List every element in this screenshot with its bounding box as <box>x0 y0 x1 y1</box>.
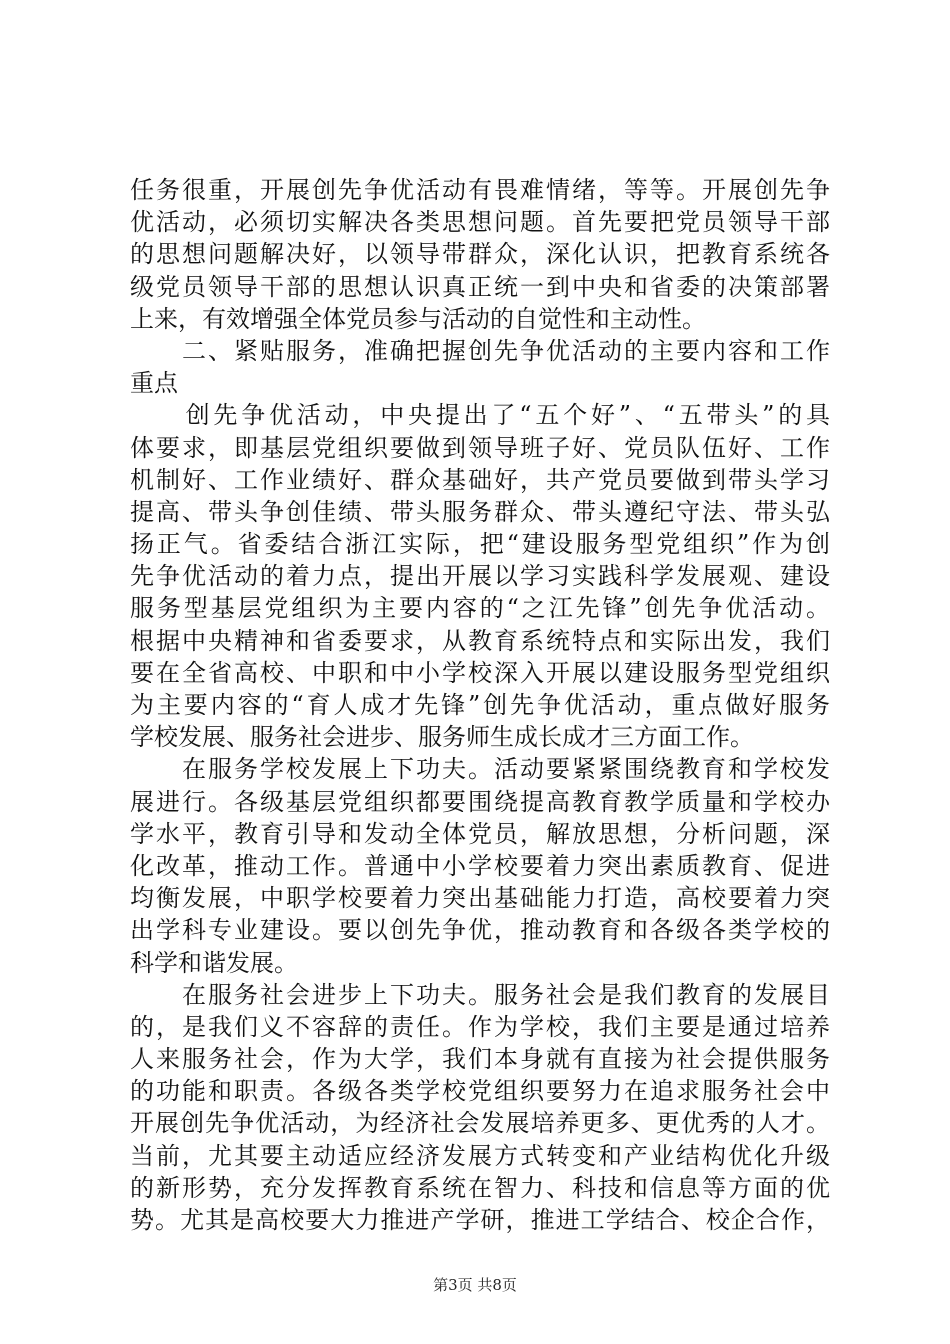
text-line: 当前，尤其要主动适应经济发展方式转变和产业结构优化升级 <box>130 1141 830 1170</box>
text-line: 扬正气。省委结合浙江实际，把“建设服务型党组织”作为创 <box>130 530 830 559</box>
text-line: 的，是我们义不容辞的责任。作为学校，我们主要是通过培养 <box>130 1012 830 1041</box>
text-line: 创先争优活动，中央提出了“五个好”、“五带头”的具 <box>130 401 830 430</box>
text-line: 的功能和职责。各级各类学校党组织要努力在追求服务社会中 <box>130 1077 830 1106</box>
text-line: 提高、带头争创佳绩、带头服务群众、带头遵纪守法、带头弘 <box>130 497 830 526</box>
page-number-label: 第3页 共8页 <box>433 1276 517 1294</box>
text-line: 学水平，教育引导和发动全体党员，解放思想，分析问题，深 <box>130 819 830 848</box>
section-heading-line: 二、紧贴服务，准确把握创先争优活动的主要内容和工作 <box>130 336 830 365</box>
page-footer <box>0 1274 950 1295</box>
text-line: 在服务社会进步上下功夫。服务社会是我们教育的发展目 <box>130 980 830 1009</box>
text-line: 根据中央精神和省委要求，从教育系统特点和实际出发，我们 <box>130 626 830 655</box>
text-line: 科学和谐发展。 <box>130 948 298 977</box>
text-line: 优活动，必须切实解决各类思想问题。首先要把党员领导干部 <box>130 208 830 237</box>
text-line: 出学科专业建设。要以创先争优，推动教育和各级各类学校的 <box>130 916 830 945</box>
text-line: 服务型基层党组织为主要内容的“之江先锋”创先争优活动。 <box>130 594 830 623</box>
text-line: 开展创先争优活动，为经济社会发展培养更多、更优秀的人才。 <box>130 1109 830 1138</box>
text-line: 在服务学校发展上下功夫。活动要紧紧围绕教育和学校发 <box>130 755 830 784</box>
text-line: 任务很重，开展创先争优活动有畏难情绪，等等。开展创先争 <box>130 176 830 204</box>
text-line: 体要求，即基层党组织要做到领导班子好、党员队伍好、工作 <box>130 433 830 462</box>
text-line: 的新形势，充分发挥教育系统在智力、科技和信息等方面的优 <box>130 1173 830 1202</box>
text-line: 先争优活动的着力点，提出开展以学习实践科学发展观、建设 <box>130 562 830 591</box>
text-line: 机制好、工作业绩好、群众基础好，共产党员要做到带头学习 <box>130 465 830 494</box>
document-body <box>130 174 830 1236</box>
text-line: 要在全省高校、中职和中小学校深入开展以建设服务型党组织 <box>130 658 830 687</box>
text-line: 均衡发展，中职学校要着力突出基础能力打造，高校要着力突 <box>130 884 830 913</box>
text-line: 人来服务社会，作为大学，我们本身就有直接为社会提供服务 <box>130 1045 830 1074</box>
text-line: 的思想问题解决好，以领导带群众，深化认识，把教育系统各 <box>130 240 830 269</box>
text-line: 势。尤其是高校要大力推进产学研，推进工学结合、校企合作， <box>130 1206 830 1234</box>
section-heading-line: 重点 <box>130 369 178 398</box>
text-line: 为主要内容的“育人成才先锋”创先争优活动，重点做好服务 <box>130 691 830 719</box>
text-line: 上来，有效增强全体党员参与活动的自觉性和主动性。 <box>130 304 706 333</box>
text-line: 化改革，推动工作。普通中小学校要着力突出素质教育、促进 <box>130 851 830 880</box>
text-line: 展进行。各级基层党组织都要围绕提高教育教学质量和学校办 <box>130 787 830 816</box>
text-line: 级党员领导干部的思想认识真正统一到中央和省委的决策部署 <box>130 272 830 301</box>
text-line: 学校发展、服务社会进步、服务师生成长成才三方面工作。 <box>130 723 754 752</box>
